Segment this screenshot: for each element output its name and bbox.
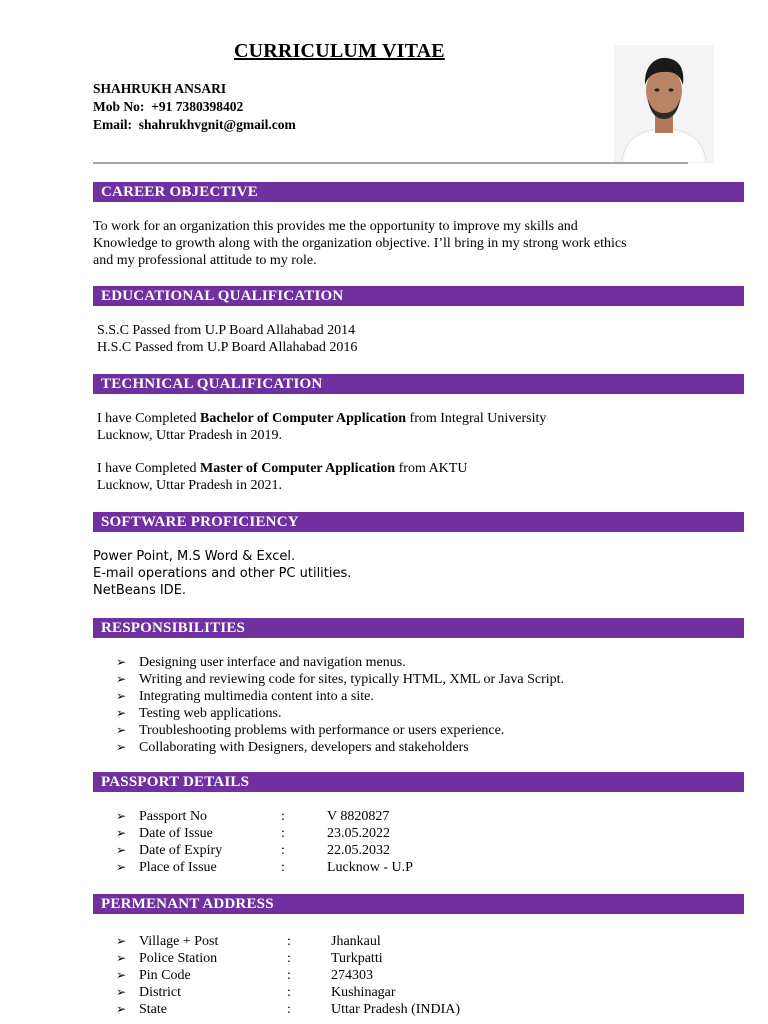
- career-objective-text: [93, 218, 627, 269]
- list-item: ➢ Writing and reviewing code for sites, typically HTML, XML or Java Script.: [116, 672, 565, 687]
- arrow-bullet-icon: ➢: [116, 860, 127, 874]
- contact-block: [93, 80, 296, 134]
- list-item: ➢ Designing user interface and navigation menus.: [116, 655, 406, 670]
- section-header-responsibilities: RESPONSIBILITIES: [93, 618, 744, 638]
- software-line: Power Point, M.S Word & Excel.: [93, 549, 296, 564]
- person-portrait-icon: [614, 45, 714, 163]
- email-line: [93, 116, 296, 134]
- address-row: ➢ Police Station : Turkpatti: [116, 951, 383, 966]
- section-header-education: EDUCATIONAL QUALIFICATION: [93, 286, 744, 306]
- career-line: To work for an organization this provides me the opportunity to improve my skills and: [93, 219, 578, 234]
- arrow-bullet-icon: ➢: [116, 706, 127, 720]
- candidate-name: SHAHRUKH ANSARI: [93, 81, 227, 96]
- section-header-technical: TECHNICAL QUALIFICATION: [93, 374, 744, 394]
- address-row: ➢ District : Kushinagar: [116, 985, 396, 1000]
- address-row: ➢ Village + Post : Jhankaul: [116, 934, 381, 949]
- passport-row: ➢ Passport No : V 8820827: [116, 809, 390, 824]
- address-list: [116, 933, 460, 1018]
- education-line: S.S.C Passed from U.P Board Allahabad 2014: [97, 323, 356, 338]
- section-header-passport: PASSPORT DETAILS: [93, 772, 744, 792]
- career-line: Knowledge to growth along with the organization objective. I’ll bring in my strong work ethics: [93, 236, 627, 251]
- career-line: and my professional attitude to my role.: [93, 253, 317, 268]
- arrow-bullet-icon: ➢: [116, 689, 127, 703]
- arrow-bullet-icon: ➢: [116, 740, 127, 754]
- arrow-bullet-icon: ➢: [116, 843, 127, 857]
- arrow-bullet-icon: ➢: [116, 723, 127, 737]
- mca-line: [97, 460, 467, 477]
- mca-location: Lucknow, Uttar Pradesh in 2021.: [97, 478, 282, 493]
- software-line: E-mail operations and other PC utilities.: [93, 566, 352, 581]
- passport-row: ➢ Place of Issue : Lucknow - U.P: [116, 860, 413, 875]
- bca-pre: I have Completed: [97, 411, 201, 426]
- software-text: [93, 548, 351, 599]
- software-line: NetBeans IDE.: [93, 583, 187, 598]
- education-text: [97, 322, 357, 356]
- list-item: ➢ Collaborating with Designers, developers and stakeholders: [116, 740, 469, 755]
- passport-row: ➢ Date of Issue : 23.05.2022: [116, 826, 390, 841]
- arrow-bullet-icon: ➢: [116, 655, 127, 669]
- mobile-label: Mob No:: [93, 99, 145, 114]
- education-line: H.S.C Passed from U.P Board Allahabad 2016: [97, 340, 358, 355]
- profile-photo: [614, 45, 714, 163]
- bca-post: from Integral University: [406, 411, 547, 426]
- list-item: ➢ Troubleshooting problems with performance or users experience.: [116, 723, 505, 738]
- email-label: Email:: [93, 117, 132, 132]
- arrow-bullet-icon: ➢: [116, 951, 127, 965]
- arrow-bullet-icon: ➢: [116, 934, 127, 948]
- address-row: ➢ Pin Code : 274303: [116, 968, 373, 983]
- page-title: CURRICULUM VITAE: [234, 40, 445, 62]
- header-divider: [93, 162, 688, 164]
- mca-degree: Master of Computer Application: [200, 461, 396, 476]
- mobile-number: +91 7380398402: [151, 99, 244, 114]
- mca-post: from AKTU: [395, 461, 468, 476]
- passport-list: [116, 808, 413, 876]
- arrow-bullet-icon: ➢: [116, 985, 127, 999]
- list-item: ➢ Integrating multimedia content into a site.: [116, 689, 374, 704]
- arrow-bullet-icon: ➢: [116, 809, 127, 823]
- section-header-career-objective: CAREER OBJECTIVE: [93, 182, 744, 202]
- bca-line: [97, 410, 546, 427]
- passport-row: ➢ Date of Expiry : 22.05.2032: [116, 843, 390, 858]
- address-row: ➢ State : Uttar Pradesh (INDIA): [116, 1002, 461, 1017]
- responsibilities-list: [116, 654, 564, 756]
- section-header-address: PERMENANT ADDRESS: [93, 894, 744, 914]
- list-item: ➢ Testing web applications.: [116, 706, 282, 721]
- mca-pre: I have Completed: [97, 461, 201, 476]
- arrow-bullet-icon: ➢: [116, 968, 127, 982]
- arrow-bullet-icon: ➢: [116, 1002, 127, 1016]
- bca-degree: Bachelor of Computer Application: [200, 411, 407, 426]
- arrow-bullet-icon: ➢: [116, 672, 127, 686]
- mobile-line: [93, 98, 296, 116]
- bca-location: Lucknow, Uttar Pradesh in 2019.: [97, 428, 282, 443]
- technical-mca: [97, 460, 467, 494]
- email-address: shahrukhvgnit@gmail.com: [138, 117, 296, 132]
- section-header-software: SOFTWARE PROFICIENCY: [93, 512, 744, 532]
- technical-bca: [97, 410, 546, 444]
- arrow-bullet-icon: ➢: [116, 826, 127, 840]
